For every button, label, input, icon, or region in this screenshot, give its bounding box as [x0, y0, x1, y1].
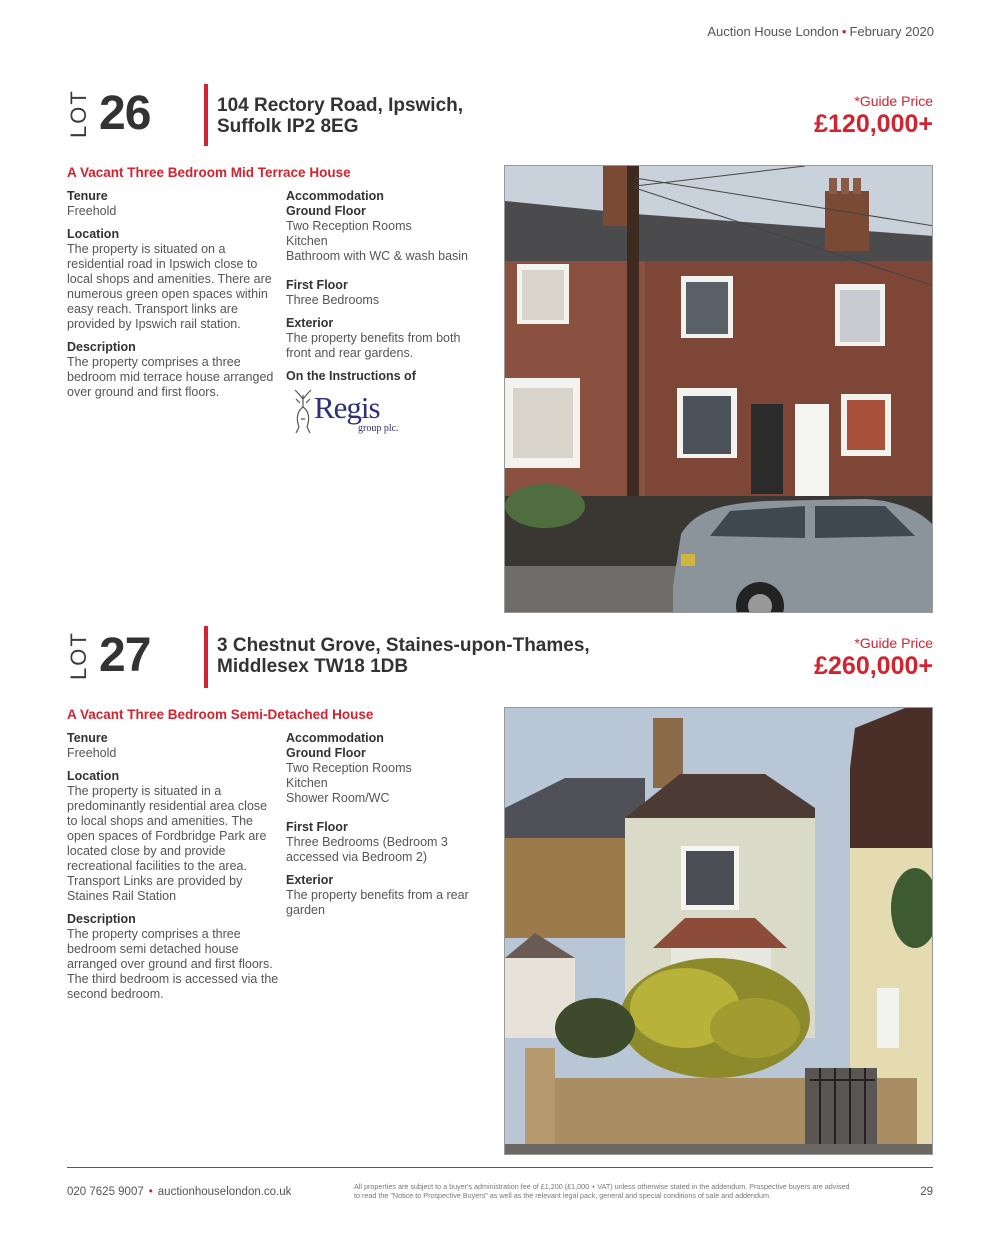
guide-price-label: *Guide Price: [854, 635, 933, 651]
ground-floor-item: Two Reception Rooms: [286, 219, 412, 233]
address-line-1: 3 Chestnut Grove, Staines-upon-Thames,: [217, 635, 590, 656]
first-floor-heading: First Floor: [286, 820, 348, 834]
address-line-1: 104 Rectory Road, Ipswich,: [217, 95, 464, 116]
header-separator: •: [841, 24, 847, 39]
location-heading: Location: [67, 227, 120, 241]
lot-address: [217, 95, 637, 137]
lot-label: [67, 632, 97, 680]
address-line-2: Middlesex TW18 1DB: [217, 656, 409, 677]
ground-floor-item: Bathroom with WC & wash basin: [286, 249, 469, 263]
right-column: [286, 189, 486, 384]
first-floor-item: Three Bedrooms: [286, 293, 380, 307]
terrace-house-image: [505, 166, 933, 613]
tenure-value: Freehold: [67, 746, 117, 760]
exterior-heading: Exterior: [286, 316, 334, 330]
left-column: [67, 731, 279, 1002]
lot-address: [217, 635, 637, 677]
lot-number: 27: [99, 629, 151, 682]
accommodation-heading: Accommodation: [286, 189, 384, 203]
lot-word: LOT: [66, 89, 91, 138]
lot-label: [67, 90, 97, 138]
exterior-heading: Exterior: [286, 873, 334, 887]
ground-floor-item: Shower Room/WC: [286, 791, 390, 805]
address-line-2: Suffolk IP2 8EG: [217, 116, 359, 137]
footer-disclaimer: All properties are subject to a buyer's administration fee of £1,200 (£1,000 + VAT) unless otherwise stated in the addendum. Prospective buyers are advised to read the "Notice to Prospective Buyers" as well as the relevant legal pack, general and special conditions of sale and addendum.: [354, 1182, 850, 1200]
lot-subtitle: A Vacant Three Bedroom Semi-Detached House: [67, 707, 374, 722]
lot-divider-bar: [204, 626, 208, 688]
exterior-text: The property benefits from a rear garden: [286, 888, 469, 917]
description-heading: Description: [67, 340, 136, 354]
semi-detached-house-image: [505, 708, 933, 1155]
location-text: The property is situated in a predominantly residential area close to local shops and amenities. The open spaces of Fordbridge Park are located close by and provide recreational facilities to the area. Transport Links are provided by Staines Rail Station: [67, 784, 268, 903]
first-floor-item: Three Bedrooms (Bedroom 3 accessed via Bedroom 2): [286, 835, 448, 864]
footer-divider: [67, 1167, 933, 1168]
logo-subtext: group plc.: [358, 423, 399, 434]
lot-subtitle: A Vacant Three Bedroom Mid Terrace House: [67, 165, 351, 180]
tenure-heading: Tenure: [67, 731, 108, 745]
ground-floor-item: Kitchen: [286, 234, 328, 248]
location-text: The property is situated on a residential road in Ipswich close to local shops and amenities. There are numerous green open spaces within easy reach. Transport links are provided by Ipswich rail station.: [67, 242, 272, 331]
lot-number: 26: [99, 87, 151, 140]
right-column: [286, 731, 486, 918]
lot-word: LOT: [66, 631, 91, 680]
lot-divider-bar: [204, 84, 208, 146]
footer-separator: •: [148, 1186, 153, 1198]
description-text: The property comprises a three bedroom semi detached house arranged over ground and first floors. The third bedroom is accessed via the second bedroom.: [67, 927, 279, 1001]
regis-logo: [290, 387, 410, 439]
footer-phone: 020 7625 9007: [67, 1186, 144, 1198]
footer-contact: [67, 1186, 291, 1198]
footer-website: auctionhouselondon.co.uk: [157, 1186, 292, 1198]
stag-emblem-icon: [290, 389, 316, 435]
guide-price-value: £260,000+: [814, 652, 933, 680]
exterior-text: The property benefits from both front and rear gardens.: [286, 331, 461, 360]
header-date: February 2020: [849, 24, 934, 39]
property-photo: [504, 707, 933, 1155]
tenure-value: Freehold: [67, 204, 117, 218]
description-text: The property comprises a three bedroom mid terrace house arranged over ground and first floors.: [67, 355, 274, 399]
header-brand: Auction House London: [707, 24, 839, 39]
description-heading: Description: [67, 912, 136, 926]
property-photo: [504, 165, 933, 613]
page-header: [707, 24, 934, 39]
location-heading: Location: [67, 769, 120, 783]
guide-price-label: *Guide Price: [854, 93, 933, 109]
logo-wordmark: Regis: [314, 390, 380, 425]
instructions-heading: On the Instructions of: [286, 369, 416, 383]
first-floor-heading: First Floor: [286, 278, 348, 292]
ground-floor-heading: Ground Floor: [286, 204, 366, 218]
ground-floor-item: Kitchen: [286, 776, 328, 790]
ground-floor-heading: Ground Floor: [286, 746, 366, 760]
ground-floor-item: Two Reception Rooms: [286, 761, 412, 775]
accommodation-heading: Accommodation: [286, 731, 384, 745]
guide-price-value: £120,000+: [814, 110, 933, 138]
tenure-heading: Tenure: [67, 189, 108, 203]
page-number: 29: [920, 1186, 933, 1198]
left-column: [67, 189, 279, 400]
